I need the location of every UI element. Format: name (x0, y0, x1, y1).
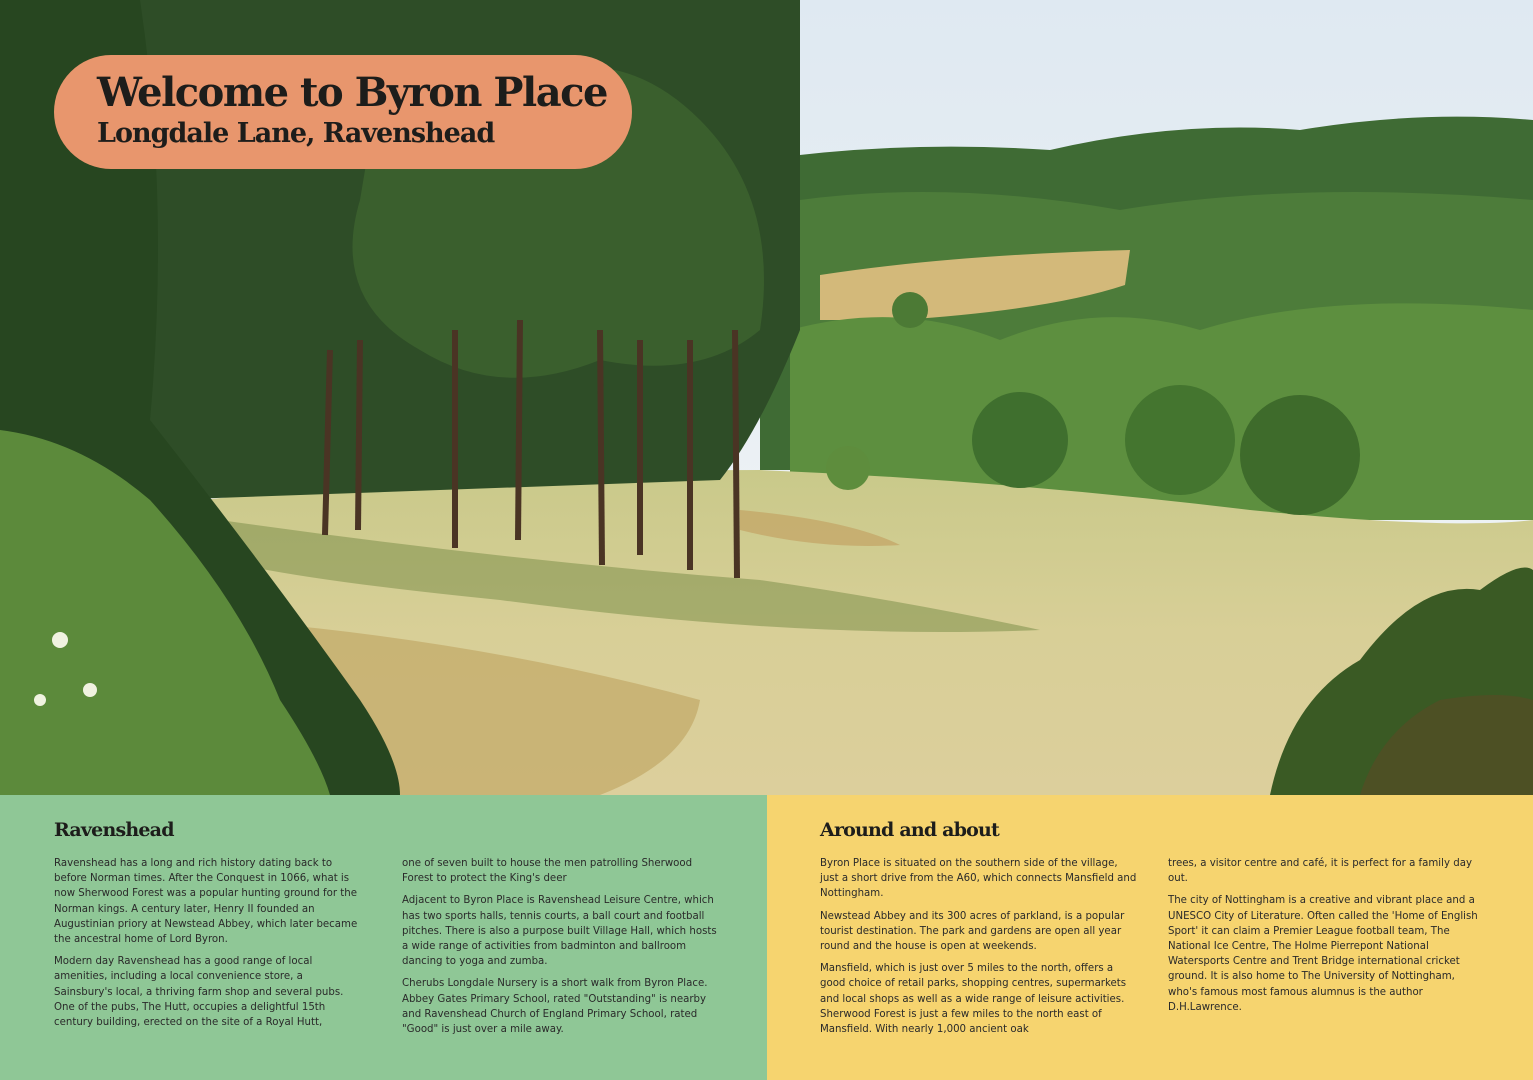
paragraph: one of seven built to house the men patrolling Sherwood Forest to protect the King's deer (402, 858, 693, 885)
ravenshead-heading: Ravenshead (54, 819, 174, 841)
page-subtitle: Longdale Lane, Ravenshead (97, 118, 495, 149)
paragraph: Ravenshead has a long and rich history dating back to before Norman times. After the Conquest in 1066, what is now Sherwood Forest was a popular hunting ground for the Norman kings. A century later, Henry II founded an Augustinian priory at Newstead Abbey, which later became the ancestral home of Lord Byron. (54, 858, 358, 946)
paragraph: trees, a visitor centre and café, it is perfect for a family day out. (1168, 858, 1472, 885)
around-column-2 (1168, 856, 1486, 1022)
around-column-1 (820, 856, 1138, 1044)
ravenshead-section (0, 795, 767, 1080)
paragraph: Byron Place is situated on the southern side of the village, just a short drive from the A60, which connects Mansfield and Nottingham. (820, 858, 1137, 900)
around-heading: Around and about (820, 819, 1000, 841)
title-banner (54, 55, 632, 169)
ravenshead-column-1 (54, 856, 360, 1037)
paragraph: Cherubs Longdale Nursery is a short walk from Byron Place. Abbey Gates Primary School, rated "Outstanding" is nearby and Ravenshead Church of England Primary School, rated "Good" is just over a mile away. (402, 978, 708, 1036)
page-title: Welcome to Byron Place (97, 69, 607, 116)
paragraph: Newstead Abbey and its 300 acres of parkland, is a popular tourist destination. The park and gardens are open all year round and the house is open at weekends. (820, 910, 1125, 953)
ravenshead-column-2 (402, 856, 718, 1044)
around-and-about-section (767, 795, 1533, 1080)
paragraph: Adjacent to Byron Place is Ravenshead Leisure Centre, which has two sports halls, tennis courts, a ball court and football pitches. There is also a purpose built Village Hall, which hosts a wide range of activities from badminton and ballroom dancing to yoga and zumba. (402, 895, 717, 968)
paragraph: The city of Nottingham is a creative and vibrant place and a UNESCO City of Literature. Often called the 'Home of English Sport' it can claim a Premier League football team, The National Ice Centre, The Holme Pierrepont National Watersports Centre and Trent Bridge international cricket ground. It is also home to The University of Nottingham, who's famous most famous alumnus is the author D.H.Lawrence. (1168, 895, 1478, 1013)
paragraph: Modern day Ravenshead has a good range of local amenities, including a local convenience store, a Sainsbury's local, a thriving farm shop and several pubs. One of the pubs, The Hutt, occupies a delightful 15th century building, erected on the site of a Royal Hutt, (54, 956, 344, 1029)
paragraph: Mansfield, which is just over 5 miles to the north, offers a good choice of retail parks, shopping centres, supermarkets and local shops as well as a wide range of leisure activities. Sherwood Forest is just a few miles to the north east of Mansfield. With nearly 1,000 ancient oak (820, 963, 1127, 1036)
